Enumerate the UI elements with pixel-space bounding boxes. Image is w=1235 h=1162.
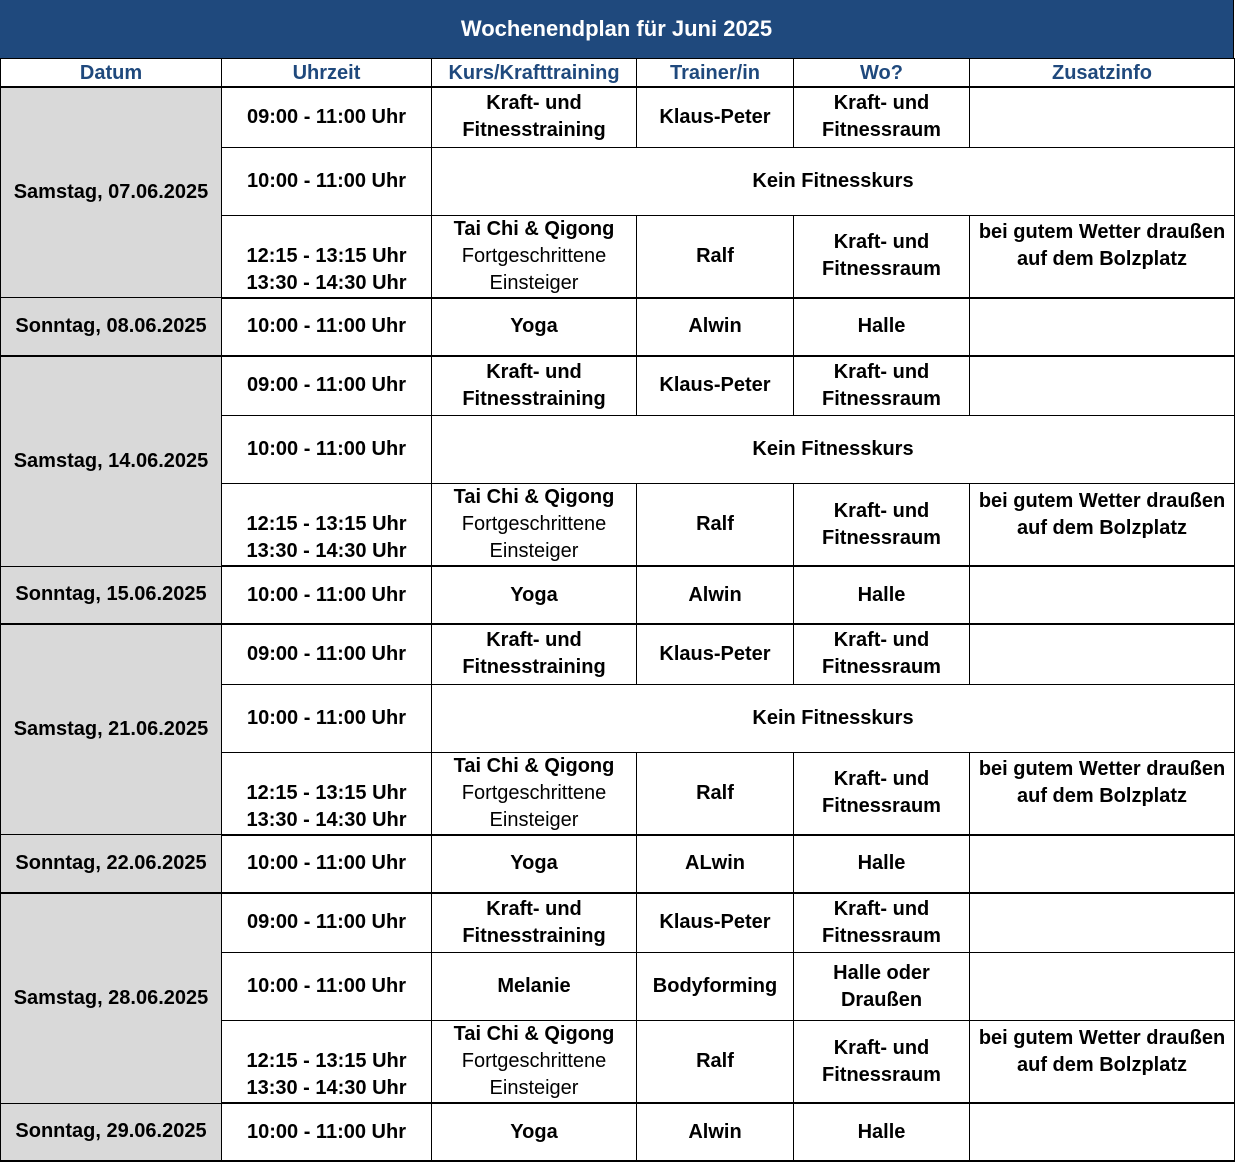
time-line: 12:15 - 13:15 Uhr — [246, 781, 407, 804]
location-line: Fitnessraum — [822, 924, 941, 947]
course-level: Einsteiger — [489, 540, 579, 562]
trainer-cell: Klaus-Peter — [637, 624, 794, 684]
trainer-cell: Klaus-Peter — [637, 87, 794, 147]
location-line: Kraft- und — [833, 897, 930, 920]
course-title: Tai Chi & Qigong — [453, 754, 615, 777]
table-row — [1, 893, 1235, 953]
header-uhrzeit: Uhrzeit — [222, 59, 432, 88]
time-cell: 09:00 - 11:00 Uhr — [222, 624, 432, 684]
location-line: Halle oder — [833, 961, 930, 984]
course-level: Einsteiger — [489, 1077, 579, 1099]
course-cell — [432, 215, 637, 298]
location-cell — [794, 835, 970, 893]
trainer-cell: Ralf — [637, 752, 794, 835]
course-cell — [432, 566, 637, 624]
time-line: 12:15 - 13:15 Uhr — [246, 513, 407, 535]
course-line: Fitnesstraining — [462, 119, 606, 142]
location-line: Kraft- und — [833, 629, 930, 652]
course-cell — [432, 298, 637, 356]
course-level: Fortgeschrittene — [461, 1050, 607, 1072]
trainer-cell: Klaus-Peter — [637, 356, 794, 416]
course-cell — [432, 484, 637, 567]
time-line: 13:30 - 14:30 Uhr — [246, 1077, 407, 1099]
course-level: Fortgeschrittene — [461, 244, 607, 267]
location-line: Halle — [857, 1120, 906, 1143]
location-line: Halle — [857, 583, 906, 606]
trainer-cell: Alwin — [637, 1103, 794, 1161]
location-line: Fitnessraum — [822, 656, 941, 679]
date-cell: Samstag, 28.06.2025 — [1, 893, 222, 1104]
location-cell — [794, 87, 970, 147]
date-cell: Samstag, 14.06.2025 — [1, 356, 222, 567]
table-row — [1, 1103, 1235, 1161]
course-cell — [432, 1103, 637, 1161]
location-cell — [794, 752, 970, 835]
course-title: Tai Chi & Qigong — [453, 1023, 615, 1045]
time-line: 13:30 - 14:30 Uhr — [246, 271, 407, 294]
time-line: 12:15 - 13:15 Uhr — [246, 244, 407, 267]
location-line: Fitnessraum — [822, 526, 941, 549]
info-cell — [970, 1103, 1235, 1161]
course-cell — [432, 624, 637, 684]
course-line: Yoga — [510, 583, 558, 606]
course-line: Kraft- und — [486, 897, 582, 920]
location-cell — [794, 215, 970, 298]
date-cell: Sonntag, 15.06.2025 — [1, 566, 222, 624]
course-level: Einsteiger — [489, 271, 579, 294]
time-cell: 10:00 - 11:00 Uhr — [222, 684, 432, 752]
date-cell: Samstag, 21.06.2025 — [1, 624, 222, 835]
location-cell — [794, 356, 970, 416]
course-cell — [432, 1021, 637, 1104]
course-cell — [432, 87, 637, 147]
info-cell — [970, 484, 1235, 567]
course-level: Fortgeschrittene — [461, 513, 607, 535]
location-line: Fitnessraum — [822, 387, 941, 410]
course-cell — [432, 356, 637, 416]
location-line: Draußen — [840, 988, 923, 1011]
info-text: bei gutem Wetter draußen auf dem Bolzplatz — [978, 1026, 1226, 1076]
time-cell: 10:00 - 11:00 Uhr — [222, 298, 432, 356]
location-cell — [794, 298, 970, 356]
header-zusatzinfo: Zusatzinfo — [970, 59, 1235, 88]
trainer-cell: Ralf — [637, 1021, 794, 1104]
course-cell — [432, 953, 637, 1021]
date-cell: Samstag, 07.06.2025 — [1, 87, 222, 298]
info-cell — [970, 752, 1235, 835]
time-cell — [222, 484, 432, 567]
trainer-cell: ALwin — [637, 835, 794, 893]
info-cell — [970, 893, 1235, 953]
course-cell — [432, 835, 637, 893]
trainer-cell: Alwin — [637, 298, 794, 356]
location-cell — [794, 566, 970, 624]
header-datum: Datum — [1, 59, 222, 88]
course-line: Kraft- und — [486, 360, 582, 383]
info-cell — [970, 953, 1235, 1021]
header-kurs: Kurs/Krafttraining — [432, 59, 637, 88]
time-cell: 10:00 - 11:00 Uhr — [222, 147, 432, 215]
time-line: 13:30 - 14:30 Uhr — [246, 540, 407, 562]
location-cell — [794, 624, 970, 684]
location-line: Kraft- und — [833, 92, 930, 115]
table-row — [1, 298, 1235, 356]
info-cell — [970, 835, 1235, 893]
info-text: bei gutem Wetter draußen auf dem Bolzplatz — [978, 489, 1226, 539]
course-cell — [432, 752, 637, 835]
location-cell — [794, 893, 970, 953]
course-line: Fitnesstraining — [462, 924, 606, 947]
time-cell: 09:00 - 11:00 Uhr — [222, 87, 432, 147]
date-cell: Sonntag, 08.06.2025 — [1, 298, 222, 356]
course-line: Melanie — [497, 975, 571, 997]
location-cell — [794, 1103, 970, 1161]
info-cell — [970, 624, 1235, 684]
info-cell — [970, 1021, 1235, 1104]
trainer-cell: Klaus-Peter — [637, 893, 794, 953]
course-line: Fitnesstraining — [462, 656, 606, 679]
course-line: Kraft- und — [486, 629, 582, 652]
time-line: 12:15 - 13:15 Uhr — [246, 1050, 407, 1072]
no-course-cell: Kein Fitnesskurs — [432, 147, 1235, 215]
course-level: Einsteiger — [489, 808, 579, 831]
table-row — [1, 835, 1235, 893]
no-course-cell: Kein Fitnesskurs — [432, 416, 1235, 484]
info-cell — [970, 87, 1235, 147]
location-line: Fitnessraum — [822, 795, 941, 817]
location-line: Halle — [857, 315, 906, 337]
table-row — [1, 356, 1235, 416]
info-cell — [970, 356, 1235, 416]
course-title: Tai Chi & Qigong — [453, 486, 615, 508]
time-cell: 10:00 - 11:00 Uhr — [222, 835, 432, 893]
time-cell: 10:00 - 11:00 Uhr — [222, 566, 432, 624]
info-text: bei gutem Wetter draußen auf dem Bolzplatz — [978, 758, 1226, 807]
location-line: Kraft- und — [833, 499, 930, 522]
trainer-cell: Ralf — [637, 484, 794, 567]
course-level: Fortgeschrittene — [461, 781, 607, 804]
time-cell — [222, 1021, 432, 1104]
time-cell: 10:00 - 11:00 Uhr — [222, 953, 432, 1021]
table-row — [1, 624, 1235, 684]
info-cell — [970, 566, 1235, 624]
time-cell: 10:00 - 11:00 Uhr — [222, 416, 432, 484]
course-title: Tai Chi & Qigong — [453, 217, 615, 240]
location-line: Fitnessraum — [822, 258, 941, 280]
location-line: Fitnessraum — [822, 1063, 941, 1086]
location-line: Kraft- und — [833, 360, 930, 383]
location-line: Kraft- und — [833, 1036, 930, 1059]
course-line: Fitnesstraining — [462, 387, 606, 410]
location-line: Halle — [857, 852, 906, 874]
time-cell: 10:00 - 11:00 Uhr — [222, 1103, 432, 1161]
time-cell: 09:00 - 11:00 Uhr — [222, 893, 432, 953]
time-line: 13:30 - 14:30 Uhr — [246, 808, 407, 831]
trainer-cell: Ralf — [637, 215, 794, 298]
info-cell — [970, 215, 1235, 298]
location-cell — [794, 953, 970, 1021]
info-cell — [970, 298, 1235, 356]
course-line: Yoga — [510, 1120, 558, 1143]
location-line: Kraft- und — [833, 768, 930, 790]
time-cell — [222, 215, 432, 298]
time-cell: 09:00 - 11:00 Uhr — [222, 356, 432, 416]
page-title: Wochenendplan für Juni 2025 — [0, 0, 1234, 58]
schedule-table — [0, 58, 1235, 1162]
table-row — [1, 566, 1235, 624]
date-cell: Sonntag, 22.06.2025 — [1, 835, 222, 893]
course-cell — [432, 893, 637, 953]
course-line: Yoga — [510, 315, 558, 337]
location-line: Kraft- und — [833, 231, 930, 253]
date-cell: Sonntag, 29.06.2025 — [1, 1103, 222, 1161]
trainer-cell: Bodyforming — [637, 953, 794, 1021]
location-cell — [794, 1021, 970, 1104]
header-trainer: Trainer/in — [637, 59, 794, 88]
table-row — [1, 87, 1235, 147]
course-line: Yoga — [510, 852, 558, 874]
no-course-cell: Kein Fitnesskurs — [432, 684, 1235, 752]
location-line: Fitnessraum — [822, 119, 941, 142]
header-row — [1, 59, 1235, 88]
course-line: Kraft- und — [486, 92, 582, 115]
trainer-cell: Alwin — [637, 566, 794, 624]
header-wo: Wo? — [794, 59, 970, 88]
info-text: bei gutem Wetter draußen auf dem Bolzplatz — [978, 221, 1226, 270]
location-cell — [794, 484, 970, 567]
time-cell — [222, 752, 432, 835]
